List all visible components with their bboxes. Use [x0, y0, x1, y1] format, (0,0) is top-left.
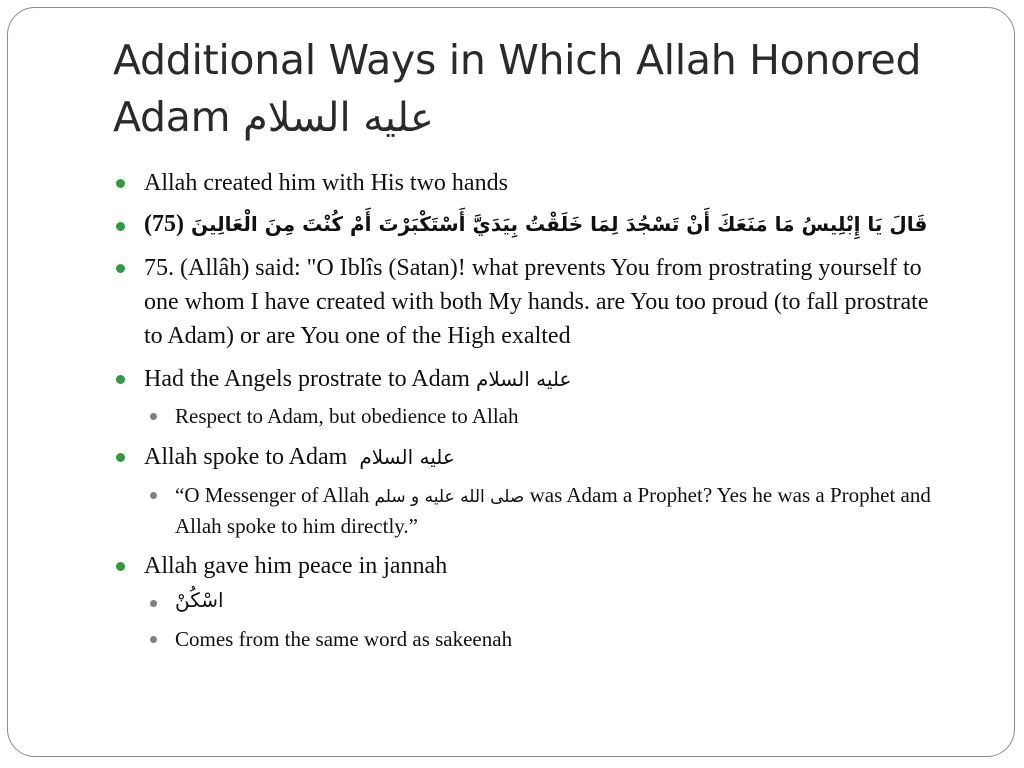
- sub-bullet-item: [175, 625, 965, 654]
- sub-bullet-text: Respect to Adam, but obedience to Allah: [175, 404, 519, 428]
- title-arabic: عليه السلام: [242, 95, 434, 141]
- title-english: Additional Ways in Which Allah Honored Adam: [113, 36, 922, 141]
- bullet-item-arabic-verse: [144, 207, 944, 241]
- verse-text: قَالَ يَا إِبْلِيسُ مَا مَنَعَكَ أَنْ تَسْجُدَ لِمَا خَلَقْتُ بِيَدَيَّ أَسْتَكْبَرْتَ أَمْ كُنْتَ مِنَ الْعَالِينَ: [190, 212, 928, 236]
- bullet-item: [144, 549, 954, 583]
- bullet-dot-icon: [116, 453, 125, 462]
- sub-bullet-text: “O Messenger of Allah: [175, 483, 370, 507]
- bullet-text: Allah gave him peace in jannah: [144, 553, 448, 579]
- sub-bullet-text-arabic: صلى الله عليه و سلم: [374, 487, 525, 507]
- sub-bullet-text: Comes from the same word as sakeenah: [175, 627, 513, 651]
- bullet-dot-icon: [116, 179, 125, 188]
- bullet-text: Allah spoke to Adam: [144, 444, 348, 470]
- sub-bullet-dot-icon: [150, 492, 157, 499]
- bullet-text: Had the Angels prostrate to Adam: [144, 366, 470, 392]
- bullet-dot-icon: [116, 375, 125, 384]
- bullet-item: [144, 440, 954, 474]
- bullet-text: 75. (Allâh) said: "O Iblîs (Satan)! what prevents You from prostrating yourself to one whom I have created with both My hands. are You too proud (to fall prostrate to Adam) or are You one of the High exalted: [144, 255, 929, 349]
- bullet-dot-icon: [116, 222, 125, 231]
- sub-bullet-item: [175, 481, 965, 541]
- sub-bullet-item-arabic: [175, 586, 965, 615]
- bullet-text-arabic: عليه السلام: [359, 445, 455, 469]
- bullet-item: [144, 362, 954, 396]
- bullet-item: [144, 251, 944, 353]
- sub-bullet-dot-icon: [150, 413, 157, 420]
- verse-number: (75): [144, 211, 184, 237]
- bullet-dot-icon: [116, 562, 125, 571]
- sub-bullet-dot-icon: [150, 636, 157, 643]
- bullet-text-arabic: عليه السلام: [475, 367, 572, 391]
- arabic-verse: [144, 207, 944, 241]
- bullet-text: Allah created him with His two hands: [144, 170, 508, 196]
- sub-bullet-text: was Adam a Prophet? Yes he was a Prophet and Allah spoke to him directly.”: [175, 483, 931, 538]
- sub-bullet-text-arabic: اسْكُنْ: [175, 588, 224, 612]
- sub-bullet-item: [175, 402, 965, 431]
- sub-bullet-dot-icon: [150, 600, 157, 607]
- bullet-dot-icon: [116, 264, 125, 273]
- bullet-item: [144, 166, 954, 200]
